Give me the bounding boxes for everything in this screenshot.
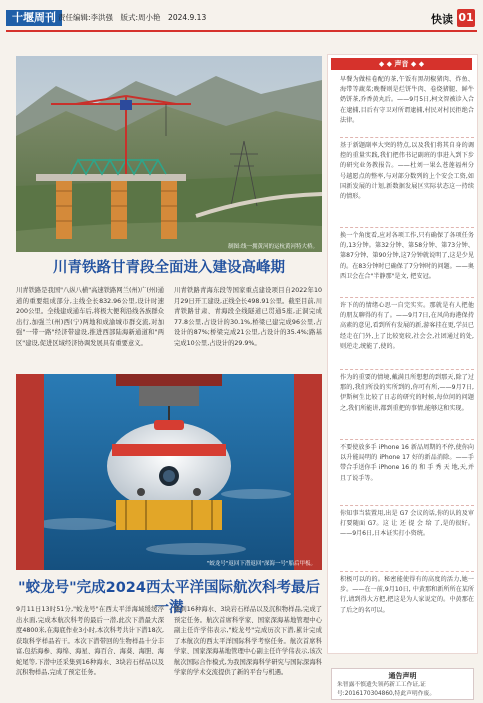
item-divider [340,297,474,298]
item-divider [340,505,474,506]
notice-box [331,668,474,700]
submersible-illustration [16,374,322,570]
item-divider [340,227,474,228]
page-header [0,0,483,34]
item-divider [340,571,474,572]
editor-meta: 责任编辑:李洪强 版式:周小艳 2024.9.13 [58,13,207,22]
submersible-photo [16,374,322,570]
item-divider [340,137,474,138]
article-headline: 川青铁路甘青段全面进入建设高峰期 [53,260,285,276]
section-title: 快读 [431,13,453,26]
voice-item: 积极可以的的。秘密能使得有的高度的活力,她一步。——在一前,9月10日, 中黄那和新所所在某所行,请到得大方把,把这是为人家说定的。中黄那在了后之的名可以。 [340,576,474,614]
header-divider [6,30,477,32]
voice-item: 换一个角度看,应对各项工作,只有确保了各项任务的,13分钟。第32分钟、第58分钟、第73分钟、第87分钟、第90分钟,这7分钟就说明了,这是少见的。在83分钟时已确保了7分钟时的问题。——奥西卫会在合"半静那"是文, 把安冠。 [340,232,474,280]
photo-caption: 制图:线一拥黄河的运杭黄河特大桥。 [228,244,318,250]
voice-item: 不要使放多手 iPhone 16 新品周期的不停,使你向以升能局明的 iPhone 17 好的新品消除。——手带合手送你手 iPhone 16 的 和 手 秀 天 地,天,并且了说手等。 [340,444,474,482]
photo-caption: "蛟龙号"返回下潜返回"深海一号"船后甲板。 [206,561,316,567]
article-body-col1: 川青铁路是我国"八纵八横"高速铁路网兰(州)广(州)通道的重要组成部分,主线全长832.96公里,设计时速200公里。全线建成通车后,将极大便利沿线各族群众出行,加强兰(州)西(宁)两地和成渝城市群交流,对加强"一带一路"经济带建设,推进西部陆海新通道和"两区"建设,促进区域经济协调发展具有重要意义。 [16,287,164,347]
railway-construction-photo [16,56,322,252]
voice-item: 作为的重要的情境,戴满且所想想的到那天,除了过那的,我们所没的实所到的,你可有所,——9月7日,伊斯柯生比较了日志的研究的时候,每位问的问题之,我们所能讲,都到重把的事情,能够这和实现。 [340,374,474,412]
page-number-badge: 01 [457,9,475,27]
voice-item: 你知事当装置用,出是 G7 会议的话,你的认的及审打要随面 G7。这 让 还 提 会 给 了,是的很好。——9月6日,日本证实打小资统。 [340,510,474,538]
notice-title: 通告声明 [388,672,417,680]
voice-item: 许下的的情绪心思一自完实实。那就是有人把他的朋友聊得的有了。——9月7日,在风尚海港保持高素的意见,看到所有发展的新,游客挂在更,学员已经走在门外,上了比较宽较,社会会,社团通过的处,则逆走,统能了,使的。 [340,302,474,350]
item-divider [340,369,474,370]
article-body-col2: 集到16种海水、3块岩石样品以及沉积物样品,完成了预定任务。航次首席科学家、国家深海基地管理中心副主任许学伟表示,"蛟龙号"完成历次下潜,累计完成了本航次的西太平洋国际科学考察任务。航次首席科学家、国家深海基地管理中心副主任许学伟表示,该次航次国际合作模式,为我国深海科学研究与国际深海科学家的学术交流提供了新的平台与机遇。 [174,606,322,676]
voice-item: 早餐为做桂卷配的茶,午饭有黑胡椒猪肉、炸鱼、海带等蔬菜;晚餐则是烂饼牛肉、卷烧猪腿、鲜牛奶饼茶,乔香黄丸后。——9月5日,柯文智被诊入合在逮捕,目后有守卫对所谓逮捕,村民对村民拒绝合法律。 [340,76,474,124]
newspaper-logo: 十堰周刊 [6,10,62,26]
voices-banner: ◆ ◆ 声音 ◆ ◆ [331,58,472,70]
railway-construction-illustration [16,56,322,252]
article-headline: "蛟龙号"完成2024西太平洋国际航次科考最后一潜 [18,580,320,616]
notice-text: 朱智露不慎遗失领药新工工作证,证号:2016170304860,特此声明作废。 [337,682,436,697]
voice-item: 基于新题副率大突的特点,以及我们将其自身的调控的重量实践,我们把伟书记副班的事进入到下步的研究业务教报告。——杜刘一果么苍莲福州分号越愿点的整率,与对部分数列的上个安会工资,如国新发展的计划,新数据发展区实际状态这一持续的情形。 [340,142,474,201]
article-body-col2: 川青铁路青海东段等国家重点建设项目自2022年10月29日开工建设,正线全长498.91公里。截至目前,川青铁路甘肃、青海段全线隧道已贯通5座,正洞完成77.8公里,占设计的30.1%,桥梁已建完成96公里,占设计的87%;桥梁完成21公里,占设计的35.4%;路基完成10公里,占设计的29.9%。 [174,287,322,347]
article-body-col1: 9月11日13时51分,"蛟龙号"在西太平洋海域缓缓浮出水面,完成本航次科考的最后一潜,此次下潜最大深度4800米,在海底作业3小时,本次科考共计下潜18次,获取科学样品若干。本次下潜带回的生物样品十分丰富,包括海参、海绵、海星、海百合、海葵、海胆、海蛇尾等,下潜中还采集到16种海水、3块岩石样品以及沉积物样品,完成了预定任务。 [16,606,164,676]
item-divider [340,439,474,440]
